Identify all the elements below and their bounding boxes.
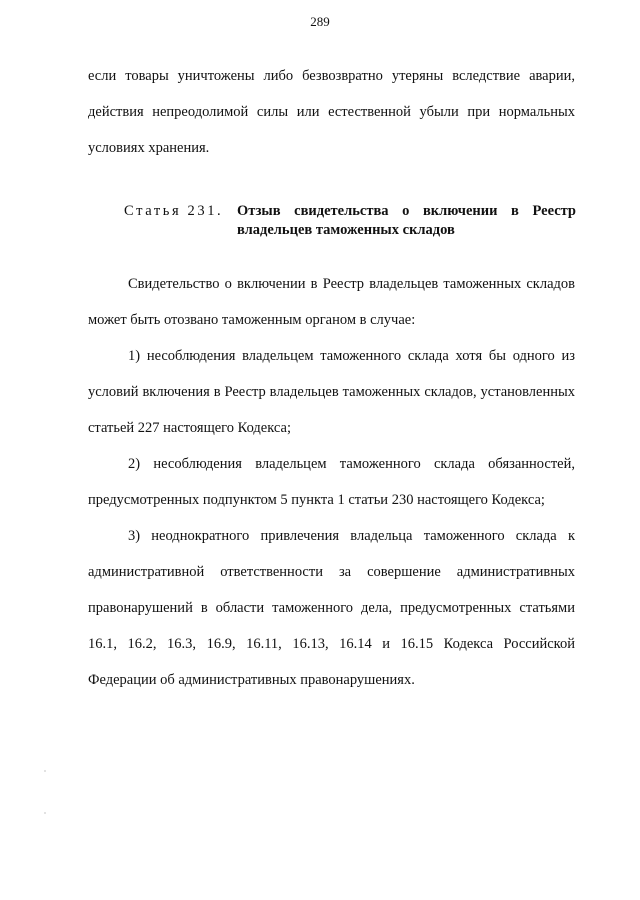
- list-item-2: 2) несоблюдения владельцем таможенного склада обязанностей, предусмотренных подпунктом 5 пункта 1 статьи 230 настоящего Кодекса;: [88, 456, 575, 508]
- list-item-3: 3) неоднократного привлечения владельца таможенного склада к административной ответственности за совершение административных правонарушений в области таможенного дела, предусмотренных статьями 16.1, 16.2, 16.3, 16.9, 16.11, 16.13, 16.14 и 16.15 Кодекса Российской Федерации об административных правонарушениях.: [88, 528, 575, 688]
- page-number: 289: [310, 14, 330, 29]
- intro-paragraph: если товары уничтожены либо безвозвратно утеряны вследствие аварии, действия непреодолимой силы или естественной убыли при нормальных условиях хранения.: [88, 68, 575, 156]
- scan-speck: [44, 770, 46, 772]
- lead-paragraph: Свидетельство о включении в Реестр владельцев таможенных складов может быть отозвано таможенным органом в случае:: [88, 276, 575, 328]
- scan-speck: [44, 812, 46, 814]
- article-label: Статья 231.: [124, 203, 224, 219]
- article-title: Отзыв свидетельства о включении в Реестр владельцев таможенных складов: [237, 203, 576, 238]
- list-item-1: 1) несоблюдения владельцем таможенного склада хотя бы одного из условий включения в Реестр владельцев таможенных складов, установленных статьей 227 настоящего Кодекса;: [88, 348, 575, 436]
